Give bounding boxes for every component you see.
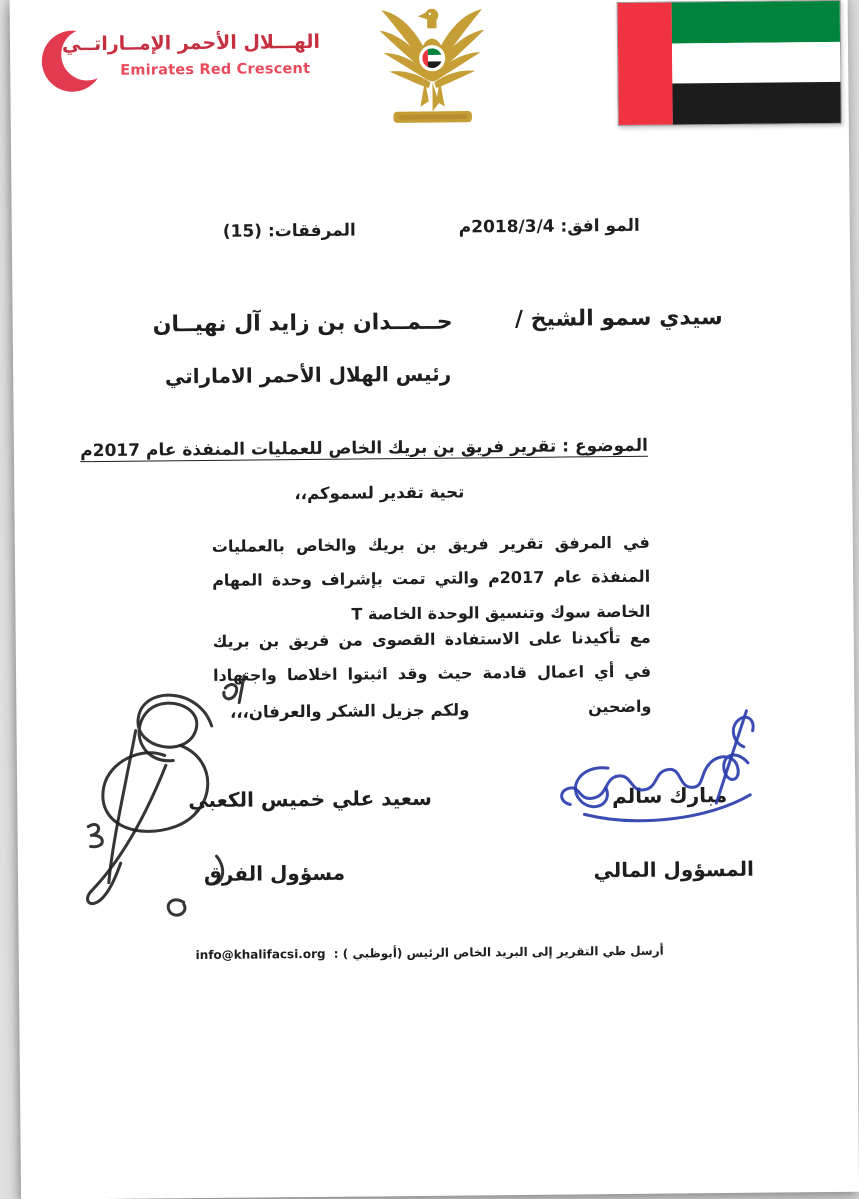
- subject-label: الموضوع :: [562, 435, 648, 457]
- signatory-teams-name: سعيد علي خميس الكعبي: [188, 785, 432, 813]
- erc-arabic-name: الهـــلال الأحمر الإمــاراتــي: [61, 30, 321, 56]
- recipient-name: حــمــدان بن زايد آل نهيــان: [152, 309, 453, 338]
- footer-note: [196, 944, 664, 962]
- flag-white-stripe: [672, 42, 840, 84]
- subject-text: تقرير فريق بن بريك الخاص للعمليات المنفذة عام 2017م: [80, 436, 557, 462]
- signatory-financial-name: مبارك سالم: [611, 782, 728, 809]
- signatory-financial-title: المسؤول المالي: [593, 856, 755, 883]
- date-line: المو افق: 2018/3/4م: [458, 215, 640, 238]
- closing-line: ولكم جزيل الشكر والعرفان،،،: [229, 700, 470, 722]
- salutation: سيدي سمو الشيخ /: [514, 305, 723, 333]
- body-paragraph-2: مع تأكيدنا على الاستفادة القصوى من فريق بن بريك في أي اعمال قادمة حيث وقد اثبتوا اخلاصا واجتهادا واضحين: [212, 627, 652, 717]
- signatory-teams-title: مسؤول الفرق: [203, 860, 346, 887]
- erc-logo-text: [61, 30, 321, 79]
- footer-email: info@khalifacsi.org: [195, 946, 326, 963]
- signature-teams-ink: [38, 659, 279, 932]
- signature-financial-ink: [547, 703, 766, 833]
- erc-logo: [34, 11, 321, 120]
- flag-stripes: [672, 1, 841, 125]
- uae-falcon-emblem-icon: [376, 1, 489, 126]
- letter-document: [10, 0, 859, 1199]
- erc-english-name: Emirates Red Crescent: [120, 60, 311, 79]
- footer-note-text: أرسل طي التقرير إلى البريد الخاص الرئيس (أبوظبي ) :: [333, 943, 664, 961]
- body-paragraph-1: في المرفق تقرير فريق بن بريك والخاص بالعمليات المنفذة عام 2017م والتي تمت بإشراف وحدة المهام الخاصة سوك وتنسيق الوحدة الخاصة T: [211, 532, 651, 624]
- emblem-scroll-band: [399, 114, 466, 119]
- uae-flag: [617, 0, 842, 126]
- falcon-eye: [429, 13, 431, 15]
- red-crescent-icon: [38, 17, 113, 104]
- attachments-line: المرفقات: (15): [222, 220, 356, 242]
- flag-red-band: [618, 2, 673, 125]
- recipient-title: رئيس الهلال الأحمر الاماراتي: [164, 361, 452, 389]
- greeting-line: تحية تقدير لسموكم،،: [294, 482, 465, 504]
- subject-line: [80, 436, 648, 461]
- emblem-center-disc: [418, 44, 447, 73]
- flag-green-stripe: [672, 1, 840, 43]
- flag-black-stripe: [672, 82, 840, 124]
